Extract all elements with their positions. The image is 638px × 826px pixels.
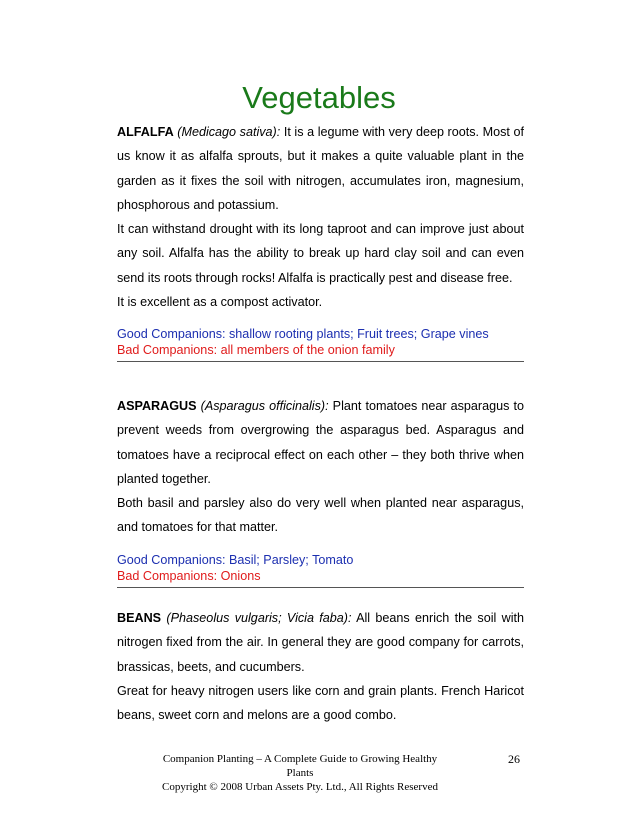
section-paragraph: Great for heavy nitrogen users like corn and grain plants. French Haricot beans, sweet corn and melons are a good combo. bbox=[117, 683, 524, 723]
bad-companions: Bad Companions: Onions bbox=[117, 568, 261, 583]
section-asparagus bbox=[117, 394, 524, 588]
section-paragraph bbox=[117, 606, 524, 679]
paragraph-text: All beans enrich the soil with nitrogen fixed from the air. In general they are good company for carrots, brassicas, beets, and cucumbers. bbox=[117, 611, 525, 674]
page-number: 26 bbox=[508, 752, 520, 766]
paragraph-text: Plant tomatoes near asparagus to prevent weeds from overgrowing the asparagus bed. Asparagus and tomatoes have a reciprocal effect on each other – they both thrive when planted together. bbox=[117, 399, 524, 486]
paragraph-text: It is a legume with very deep roots. Most of us know it as alfalfa sprouts, but it makes a quite valuable plant in the garden as it fixes the soil with nitrogen, accumulates iron, magnesium, phosphorous and potassium. bbox=[117, 125, 525, 212]
plant-name: ASPARAGUS bbox=[117, 399, 197, 413]
section-paragraph: It is excellent as a compost activator. bbox=[117, 295, 323, 310]
section-paragraph: It can withstand drought with its long taproot and can improve just about any soil. Alfalfa has the ability to break up hard clay soil and can even send its roots through rocks! Alfalfa is practically pest and disease free. bbox=[117, 222, 524, 285]
bad-companions: Bad Companions: all members of the onion family bbox=[117, 343, 395, 358]
plant-name: BEANS bbox=[117, 611, 162, 625]
footer-line-1: Companion Planting – A Complete Guide to Growing Healthy Plants bbox=[162, 753, 438, 779]
good-companions: Good Companions: Basil; Parsley; Tomato bbox=[117, 552, 354, 567]
divider bbox=[117, 587, 524, 588]
latin-name: (Medicago sativa): bbox=[177, 125, 281, 139]
section-beans bbox=[117, 606, 524, 727]
latin-name: (Asparagus officinalis): bbox=[200, 399, 329, 413]
section-paragraph bbox=[117, 394, 524, 491]
section-paragraph: Both basil and parsley also do very well when planted near asparagus, and tomatoes for that matter. bbox=[117, 496, 524, 535]
section-alfalfa bbox=[117, 120, 524, 362]
good-companions: Good Companions: shallow rooting plants; Fruit trees; Grape vines bbox=[117, 327, 489, 342]
latin-name: (Phaseolus vulgaris; Vicia faba): bbox=[166, 611, 352, 625]
divider bbox=[117, 361, 524, 362]
page-title: Vegetables bbox=[242, 80, 396, 115]
footer-line-2: Copyright © 2008 Urban Assets Pty. Ltd., All Rights Reserved bbox=[162, 781, 438, 793]
plant-name: ALFALFA bbox=[117, 125, 174, 139]
section-paragraph bbox=[117, 120, 524, 217]
page-footer bbox=[150, 752, 450, 794]
